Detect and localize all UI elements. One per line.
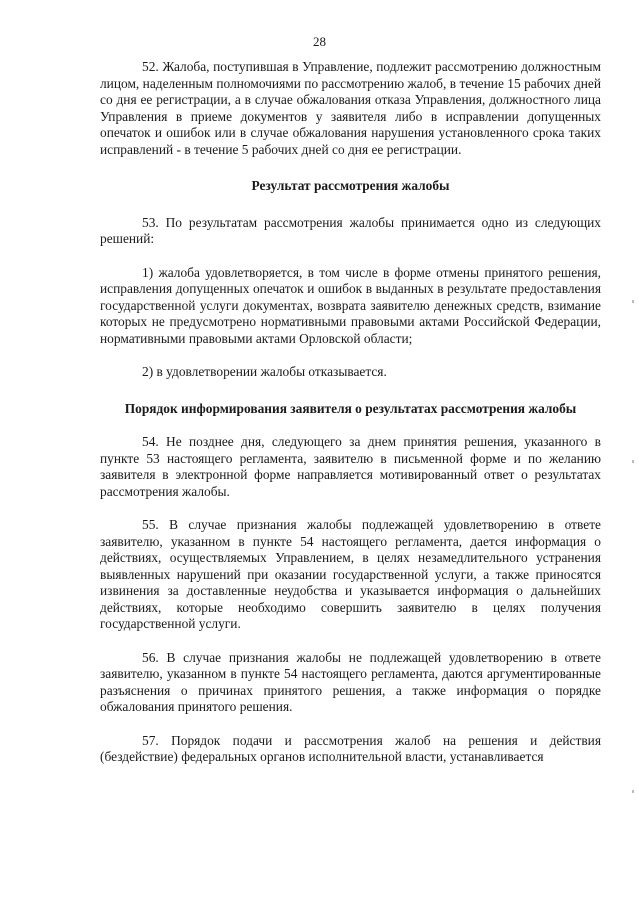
document-body xyxy=(100,59,601,766)
margin-mark xyxy=(632,790,634,793)
section-heading-result: Результат рассмотрения жалобы xyxy=(251,178,450,193)
paragraph-57: 57. Порядок подачи и рассмотрения жалоб на решения и действия (бездействие) федеральных органов исполнительной власти, устанавливается xyxy=(100,732,601,764)
paragraph-52: 52. Жалоба, поступившая в Управление, подлежит рассмотрению должностным лицом, наделенным полномочиями по рассмотрению жалоб, в течение 15 рабочих дней со дня ее регистрации, а в случае обжалования отказа Управления, должностного лица Управления в приеме документов у заявителя либо в исправлении допущенных опечаток и ошибок или в случае обжалования нарушения установленного срока таких исправлений - в течение 5 рабочих дней со дня ее регистрации. xyxy=(100,59,601,157)
margin-mark xyxy=(632,300,634,303)
paragraph-55: 55. В случае признания жалобы подлежащей удовлетворению в ответе заявителю, указанном в пункте 54 настоящего регламента, дается информация о действиях, осуществляемых Управлением, в целях незамедлительного устранения выявленных нарушений при оказании государственной услуги, а также приносятся извинения за доставленные неудобства и указывается информация о дальнейших действиях, которые необходимо совершить заявителю в целях получения государственной услуги. xyxy=(100,517,601,631)
paragraph-53: 53. По результатам рассмотрения жалобы принимается одно из следующих решений: xyxy=(100,214,601,246)
paragraph-53-item-2: 2) в удовлетворении жалобы отказывается. xyxy=(142,364,387,379)
page-number: 28 xyxy=(313,34,326,49)
margin-mark xyxy=(632,460,634,463)
paragraph-56: 56. В случае признания жалобы не подлежащей удовлетворению в ответе заявителю, указанном в пункте 54 настоящего регламента, даются аргументированные разъяснения о причинах принятого решения, а также информация о порядке обжалования принятого решения. xyxy=(100,649,601,714)
paragraph-53-item-1: 1) жалоба удовлетворяется, в том числе в форме отмены принятого решения, исправления допущенных опечаток и ошибок в выданных в результате предоставления государственной услуги документах, возврата заявителю денежных средств, взимание которых не предусмотрено нормативными правовыми актами Российской Федерации, нормативными правовыми актами Орловской области; xyxy=(100,264,601,346)
paragraph-54: 54. Не позднее дня, следующего за днем принятия решения, указанного в пункте 53 настоящего регламента, заявителю в письменной форме и по желанию заявителя в электронной форме направляется мотивированный ответ о результатах рассмотрения жалобы. xyxy=(100,434,601,499)
section-heading-informing: Порядок информирования заявителя о результатах рассмотрения жалобы xyxy=(124,400,577,416)
